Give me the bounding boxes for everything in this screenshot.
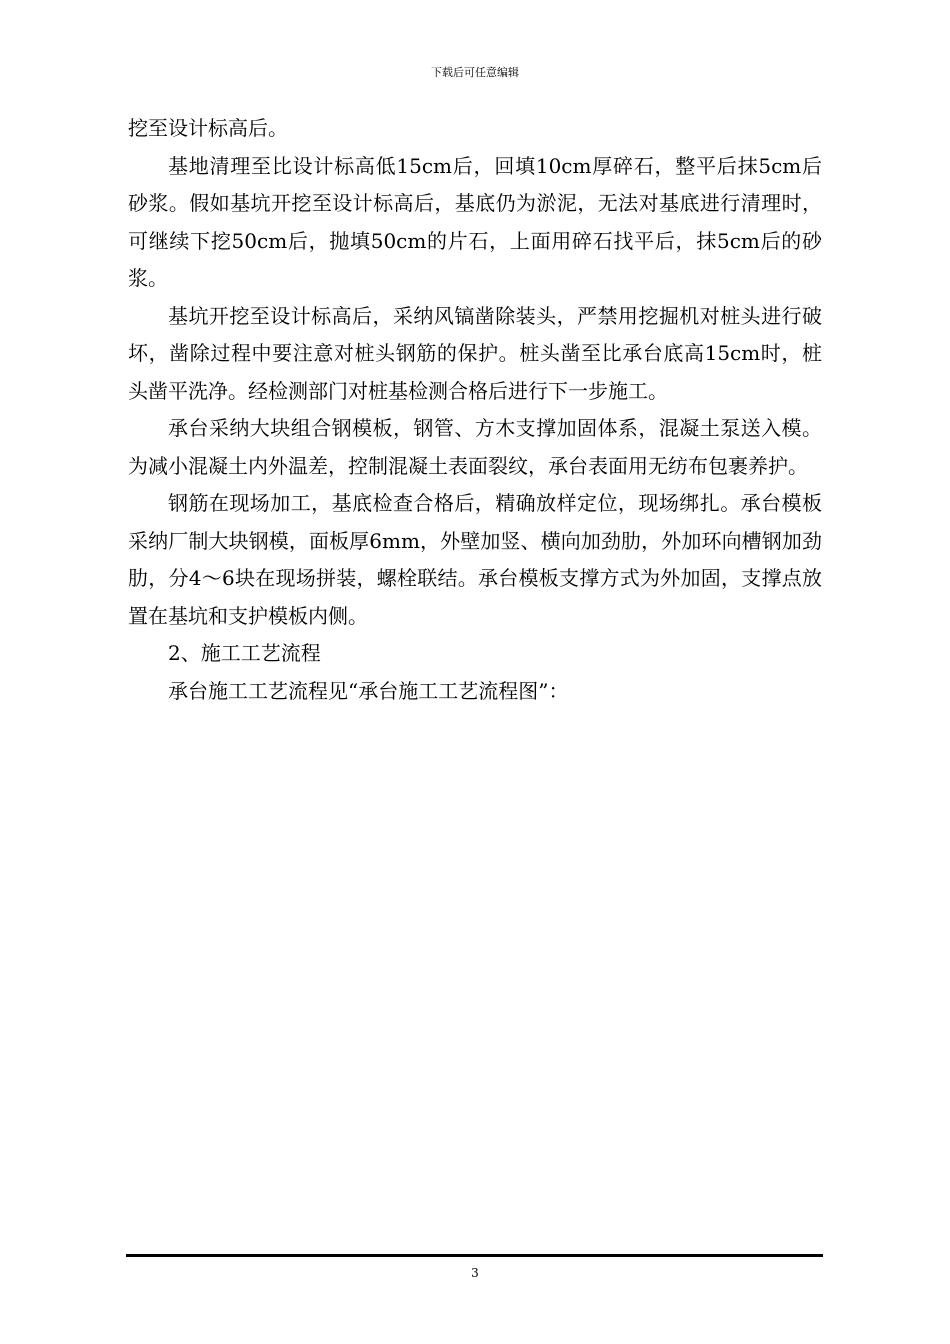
page-number: 3 [471,1266,479,1280]
section-heading-process: 2、施工工艺流程 [168,641,321,665]
paragraph-continuation: 挖至设计标高后。 [128,116,288,140]
paragraph-rebar: 钢筋在现场加工，基底检查合格后，精确放样定位，现场绑扎。承台模板采纳厂制大块钢模，面板厚6mm，外壁加竖、横向加劲肋，外加环向槽钢加劲肋，分4～6块在现场拼装，螺栓联结。承台模板支撑方式为外加固，支撑点放置在基坑和支护模板内侧。 [128,491,822,628]
paragraph-pile-head: 基坑开挖至设计标高后，采纳风镐凿除装头，严禁用挖掘机对桩头进行破坏，凿除过程中要注意对桩头钢筋的保护。桩头凿至比承台底高15cm时，桩头凿平洗净。经检测部门对桩基检测合格后进行下一步施工。 [128,303,822,403]
footer-divider [126,1254,823,1257]
paragraph-process-reference: 承台施工工艺流程见“承台施工工艺流程图”： [168,678,569,703]
paragraph-formwork: 承台采纳大块组合钢模板，钢管、方木支撑加固体系，混凝土泵送入模。为减小混凝土内外温差，控制混凝土表面裂纹，承台表面用无纺布包裹养护。 [128,416,822,478]
page-header: 下载后可任意编辑 [431,66,519,79]
document-body [128,110,822,710]
paragraph-foundation-cleaning: 基地清理至比设计标高低15cm后，回填10cm厚碎石，整平后抹5cm后砂浆。假如基坑开挖至设计标高后，基底仍为淤泥，无法对基底进行清理时，可继续下挖50cm后，抛填50cm的片石，上面用碎石找平后，抹5cm后的砂浆。 [128,153,822,290]
